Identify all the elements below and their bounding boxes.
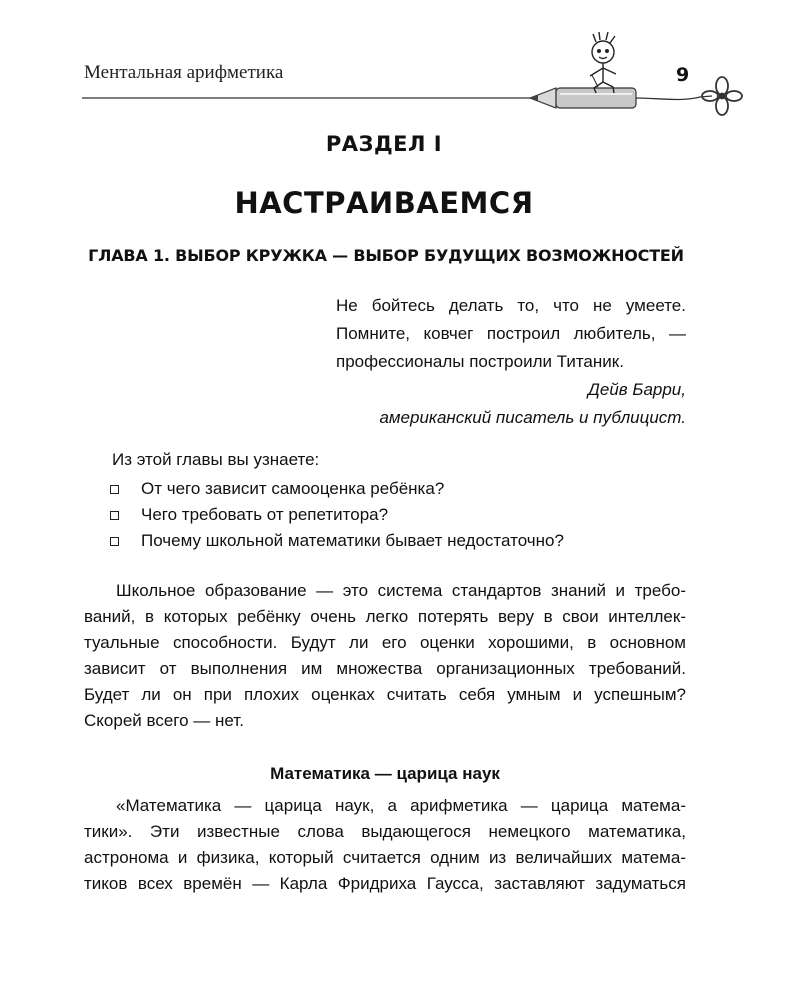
pencil-icon: [530, 88, 636, 108]
chapter-goals-list: [110, 476, 564, 554]
list-item-text: Чего требовать от репетитора?: [141, 505, 389, 524]
paragraph-line: Скорей всего — нет.: [84, 711, 244, 730]
body-paragraph: [84, 793, 686, 897]
checkbox-square-icon: [110, 511, 119, 520]
epigraph-author-description: американский писатель и публицист.: [379, 408, 686, 427]
paragraph-line: туальные способности. Будут ли его оценки хорошими, в основном: [84, 633, 686, 652]
list-item: [110, 476, 564, 502]
epigraph: [336, 292, 686, 432]
paragraph-line: Будет ли он при плохих оценках считать себя умным и успешным?: [84, 685, 686, 704]
paragraph-line: «Математика — царица наук, а арифметика — царица матема-: [116, 796, 686, 815]
paragraph-line: тики». Эти известные слова выдающегося немецкого математика,: [84, 822, 686, 841]
page-number: 9: [676, 64, 690, 86]
section-label: РАЗДЕЛ I: [325, 132, 443, 156]
paragraph-line: зависит от выполнения им множества организационных требований.: [84, 659, 686, 678]
body-paragraph: [84, 578, 686, 734]
chapter-title: ГЛАВА 1. ВЫБОР КРУЖКА — ВЫБОР БУДУЩИХ ВОЗМОЖНОСТЕЙ: [88, 246, 684, 265]
running-title: Ментальная арифметика: [84, 62, 284, 83]
paragraph-line: астронома и физика, который считается одним из величайших матема-: [84, 848, 686, 867]
paragraph-line: тиков всех времён — Карла Фридриха Гаусса, заставляют задуматься: [84, 874, 686, 893]
thread-line: [636, 96, 712, 100]
child-figure-icon: [590, 32, 616, 93]
chapter-intro: Из этой главы вы узнаете:: [112, 450, 320, 469]
epigraph-line: профессионалы построили Титаник.: [336, 352, 624, 371]
epigraph-author: Дейв Барри,: [587, 380, 686, 399]
list-item: [110, 528, 564, 554]
epigraph-line: Помните, ковчег построил любитель, —: [336, 324, 686, 343]
subheading: Математика — царица наук: [270, 764, 500, 783]
checkbox-square-icon: [110, 537, 119, 546]
list-item-text: Почему школьной математики бывает недостаточно?: [141, 531, 564, 550]
paragraph-line: Школьное образование — это система стандартов знаний и требо-: [116, 581, 686, 600]
paragraph-line: ваний, в которых ребёнку очень легко потерять веру в свои интеллек-: [84, 607, 686, 626]
checkbox-square-icon: [110, 485, 119, 494]
epigraph-line: Не бойтесь делать то, что не умеете.: [336, 296, 686, 315]
list-item-text: От чего зависит самооценка ребёнка?: [141, 479, 445, 498]
section-title: НАСТРАИВАЕМСЯ: [234, 186, 534, 220]
list-item: [110, 502, 564, 528]
